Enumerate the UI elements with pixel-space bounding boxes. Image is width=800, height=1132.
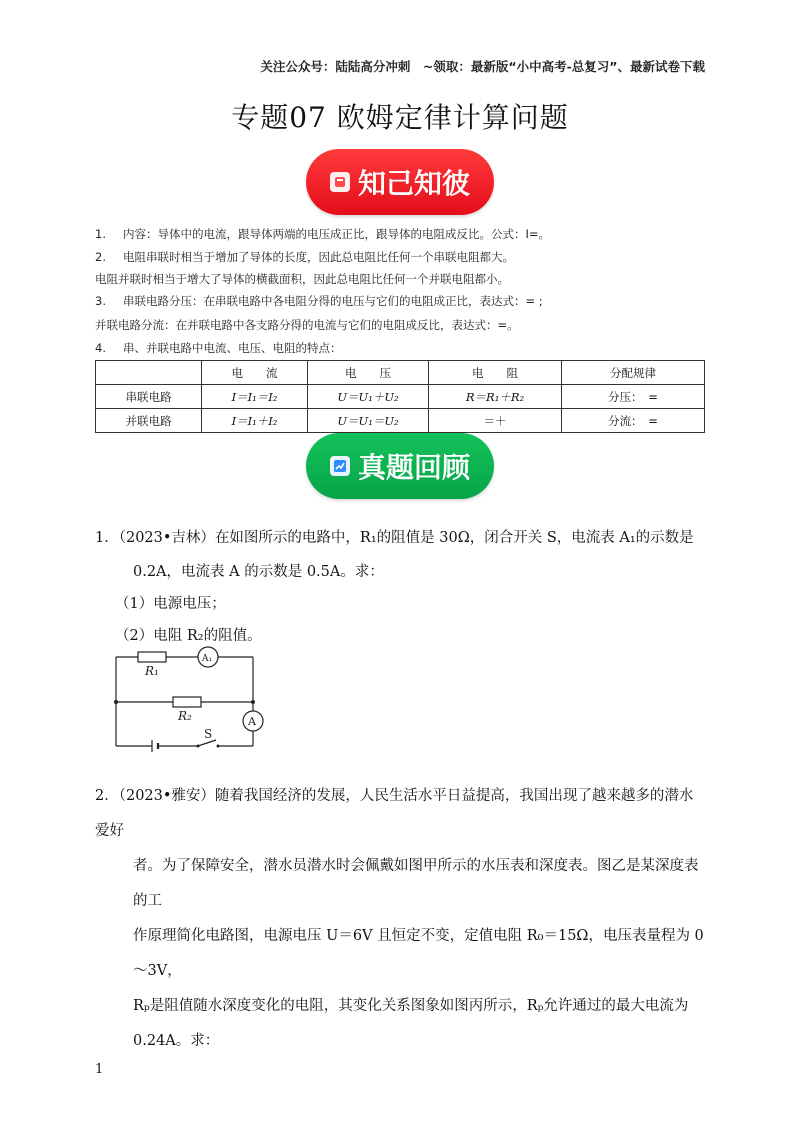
question-2 [95, 779, 707, 1059]
page-title: 专题07 欧姆定律计算问题 [231, 101, 569, 134]
knowledge-item: 2. 电阻串联时相当于增加了导体的长度，因此总电阻比任何一个串联电阻都大。 [95, 250, 514, 264]
page-number: 1 [95, 1062, 104, 1077]
label-r1: R₁ [145, 664, 159, 678]
table-row: 并联电路 I＝I₁＋I₂ U＝U₁＝U₂ ＝＋ 分流： = [96, 409, 705, 433]
header-note: 关注公众号：陆陆高分冲刺 ~领取：最新版“小中高考-总复习”、最新试卷下载 [260, 59, 705, 74]
knowledge-item: 3. 串联电路分压：在串联电路中各电阻分得的电压与它们的电阻成正比，表达式：= ; [95, 294, 543, 308]
q1-sub2: （2）电阻 R₂的阻值。 [115, 628, 262, 644]
knowledge-item: 并联电路分流：在并联电路中各支路分得的电流与它们的电阻成反比，表达式：=。 [95, 318, 519, 332]
q2-line: 者。为了保障安全，潜水员潜水时会佩戴如图甲所示的水压表和深度表。图乙是某深度表的工 [133, 858, 699, 909]
q1-sub1: （1）电源电压； [115, 596, 226, 612]
q2-line: 作原理简化电路图，电源电压 U＝6V 且恒定不变，定值电阻 R₀＝15Ω，电压表量程为 0～3V， [133, 928, 704, 979]
label-s: S [204, 727, 213, 741]
q2-line: 0.24A。求： [133, 1033, 220, 1049]
badge-zhenti-huigu [306, 433, 494, 499]
circuit-features-table [95, 360, 705, 433]
badge2-label: 真题回顾 [357, 451, 470, 484]
trend-chart-icon [330, 456, 350, 476]
book-icon [330, 172, 350, 192]
resistor-r1 [138, 652, 166, 662]
resistor-r2 [173, 697, 201, 707]
knowledge-item: 电阻并联时相当于增大了导体的横截面积，因此总电阻比任何一个并联电阻都小。 [95, 272, 509, 286]
label-a1: A₁ [202, 654, 213, 664]
q2-line: 2．（2023•雅安）随着我国经济的发展，人民生活水平日益提高，我国出现了越来越多的潜水爱好 [95, 788, 694, 839]
q1-line1: 1．（2023•吉林）在如图所示的电路中，R₁的阻值是 30Ω，闭合开关 S，电流表 A₁的示数是 [95, 530, 694, 546]
label-r2: R₂ [178, 709, 192, 723]
badge1-label: 知己知彼 [357, 167, 470, 200]
table-row: 串联电路 I＝I₁＝I₂ U＝U₁＋U₂ R＝R₁＋R₂ 分压： = [96, 385, 705, 409]
question-1 [95, 523, 707, 651]
badge-zhiji-zhibi [306, 149, 494, 215]
table-header-row: 电 流 电 压 电 阻 分配规律 [96, 361, 705, 385]
knowledge-list [95, 226, 707, 362]
label-a: A [248, 715, 256, 728]
q2-line: Rₚ是阻值随水深度变化的电阻，其变化关系图象如图丙所示，Rₚ允许通过的最大电流为 [133, 998, 689, 1014]
circuit-diagram [108, 644, 268, 752]
q1-line2: 0.2A，电流表 A 的示数是 0.5A。求： [133, 564, 384, 580]
knowledge-item: 4. 串、并联电路中电流、电压、电阻的特点： [95, 341, 342, 355]
knowledge-item: 1. 内容：导体中的电流，跟导体两端的电压成正比，跟导体的电阻成反比。公式：I=。 [95, 227, 551, 241]
